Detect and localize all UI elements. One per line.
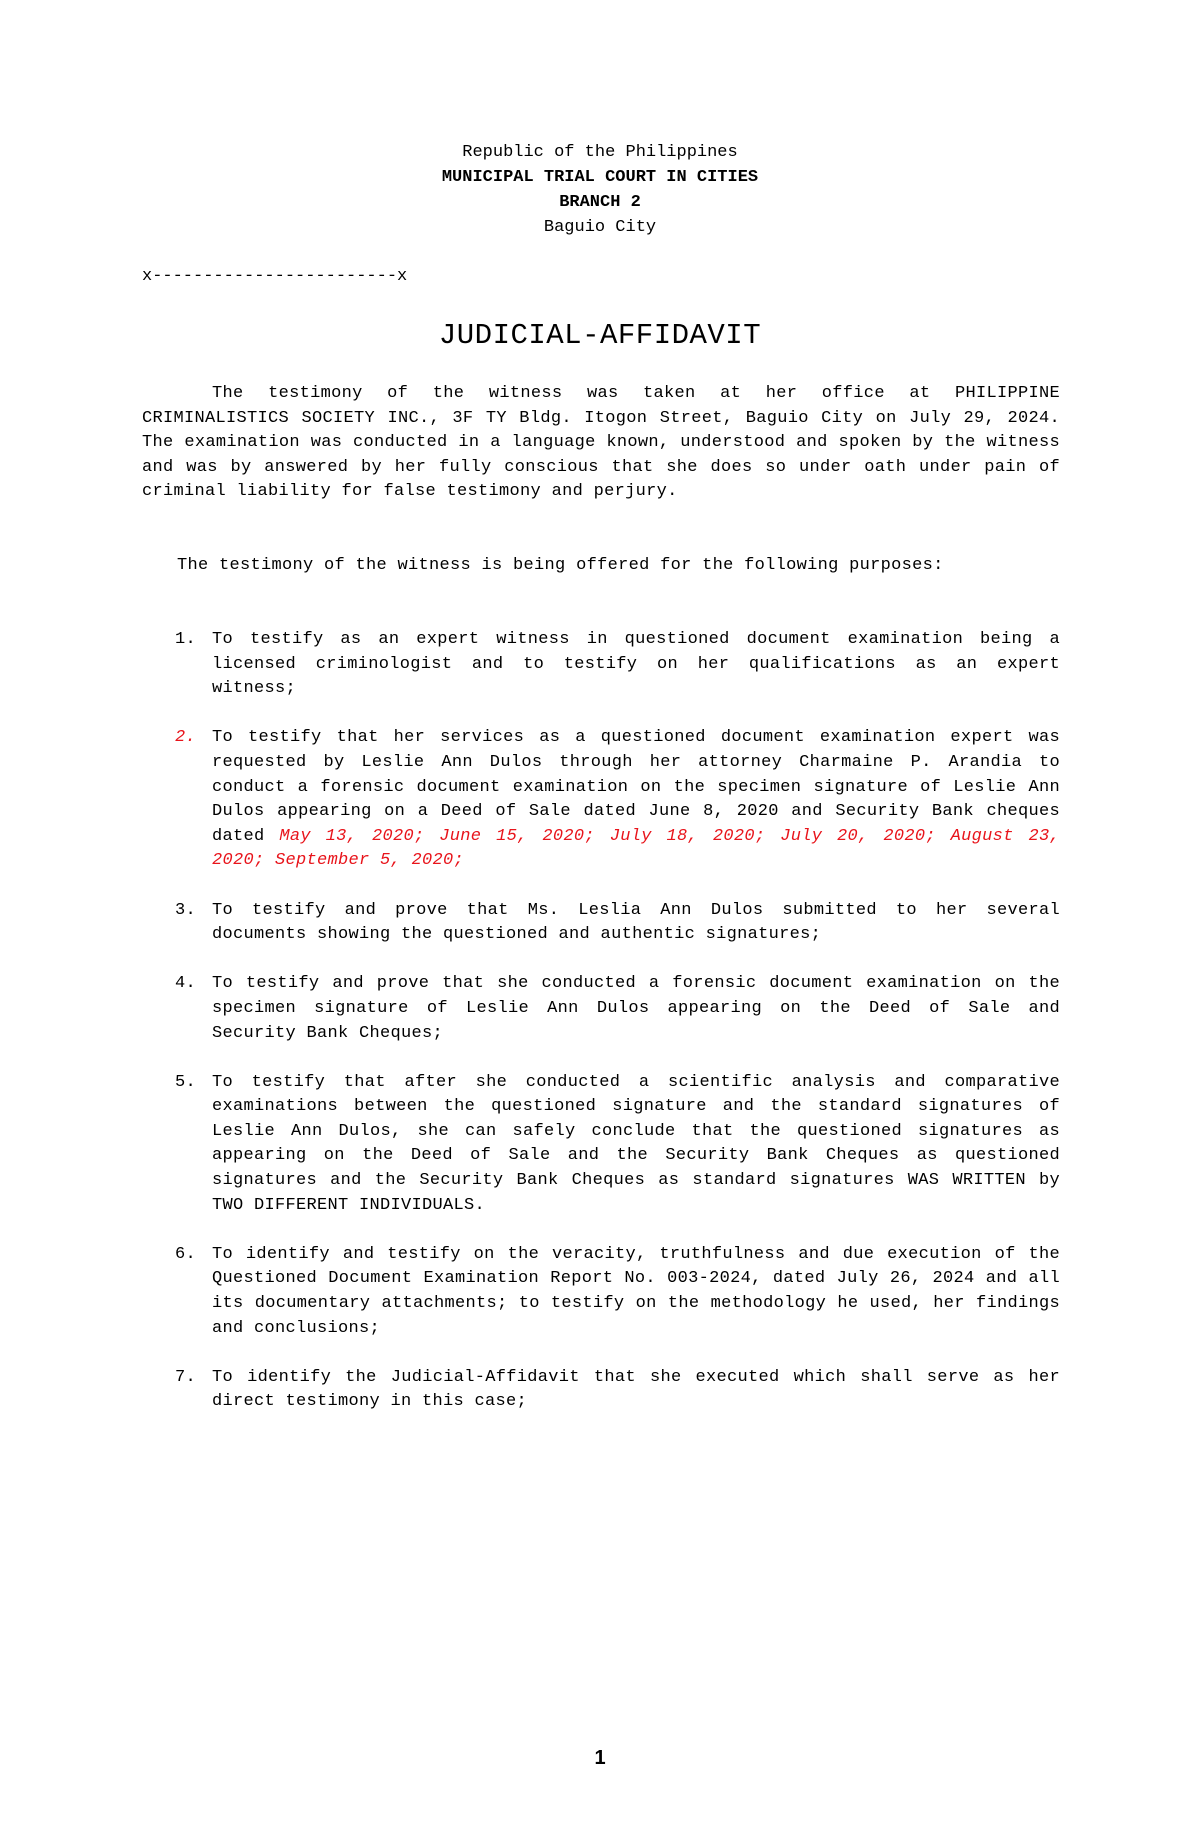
purposes-intro-paragraph: The testimony of the witness is being offered for the following purposes:	[177, 556, 944, 575]
list-item-number-highlighted: 2.	[175, 728, 197, 748]
intro-paragraph: The testimony of the witness was taken at her office at PHILIPPINE CRIMINALISTICS SOCIETY INC., 3F TY Bldg. Itogon Street, Baguio City on July 29, 2024. The examination was conducted in a language known, understood and spoken by the witness and was by answered by her fully conscious that she does so under oath under pain of criminal liability for false testimony and perjury.	[142, 384, 1060, 502]
document-title: JUDICIAL-AFFIDAVIT	[438, 319, 762, 352]
list-item	[142, 726, 1060, 874]
list-item-text: To identify the Judicial-Affidavit that she executed which shall serve as her direct testimony in this case;	[212, 1367, 1060, 1412]
page-number: 1	[594, 1747, 606, 1769]
list-item-number: 1.	[175, 630, 197, 649]
header-branch: BRANCH 2	[559, 193, 641, 212]
list-item-text: To testify that after she conducted a scientific analysis and comparative examinations between the questioned signature and the standard signatures of Leslie Ann Dulos, she can safely conclude that the questioned signatures as appearing on the Deed of Sale and the Security Bank Cheques as questioned signatures and the Security Bank Cheques as standard signatures WAS WRITTEN by TWO DIFFERENT INDIVIDUALS.	[212, 1072, 1060, 1215]
list-item-number: 7.	[175, 1367, 197, 1387]
list-item	[142, 1366, 1060, 1415]
purposes-list	[142, 628, 1060, 1440]
list-item-text: To testify that her services as a questioned document examination expert was requested by Leslie Ann Dulos through her attorney Charmaine P. Arandia to conduct a forensic document examination on the specimen signature of Leslie Ann Dulos appearing on a Deed of Sale dated June 8, 2020 and Security Bank cheques dated	[212, 728, 1060, 846]
list-item	[142, 628, 1060, 702]
list-item-number: 6.	[175, 1244, 197, 1264]
list-item	[142, 1071, 1060, 1219]
list-item-text: To testify as an expert witness in questioned document examination being a licensed criminologist and to testify on her qualifications as an expert witness;	[212, 630, 1060, 699]
list-item-text: To testify and prove that Ms. Leslia Ann Dulos submitted to her several documents showing the questioned and authentic signatures;	[212, 900, 1060, 945]
list-item-text: To testify and prove that she conducted a forensic document examination on the specimen signature of Leslie Ann Dulos appearing on the Deed of Sale and Security Bank Cheques;	[212, 974, 1060, 1043]
list-item	[142, 1243, 1060, 1341]
court-header	[0, 140, 1200, 240]
list-item-number: 3.	[175, 900, 197, 920]
case-caption-line: x------------------------x	[142, 267, 408, 286]
header-court-name: MUNICIPAL TRIAL COURT IN CITIES	[441, 168, 759, 187]
header-republic: Republic of the Philippines	[462, 143, 738, 162]
header-city: Baguio City	[543, 218, 657, 237]
list-item	[142, 972, 1060, 1046]
list-item	[142, 899, 1060, 948]
list-item-number: 4.	[175, 974, 197, 994]
list-item-number: 5.	[175, 1072, 197, 1092]
highlighted-cheque-dates: May 13, 2020; June 15, 2020; July 18, 2020; July 20, 2020; August 23, 2020; September 5, 2020;	[212, 826, 1060, 871]
list-item-text: To identify and testify on the veracity, truthfulness and due execution of the Questioned Document Examination Report No. 003-2024, dated July 26, 2024 and all its documentary attachments; to testify on the methodology he used, her findings and conclusions;	[212, 1244, 1060, 1338]
